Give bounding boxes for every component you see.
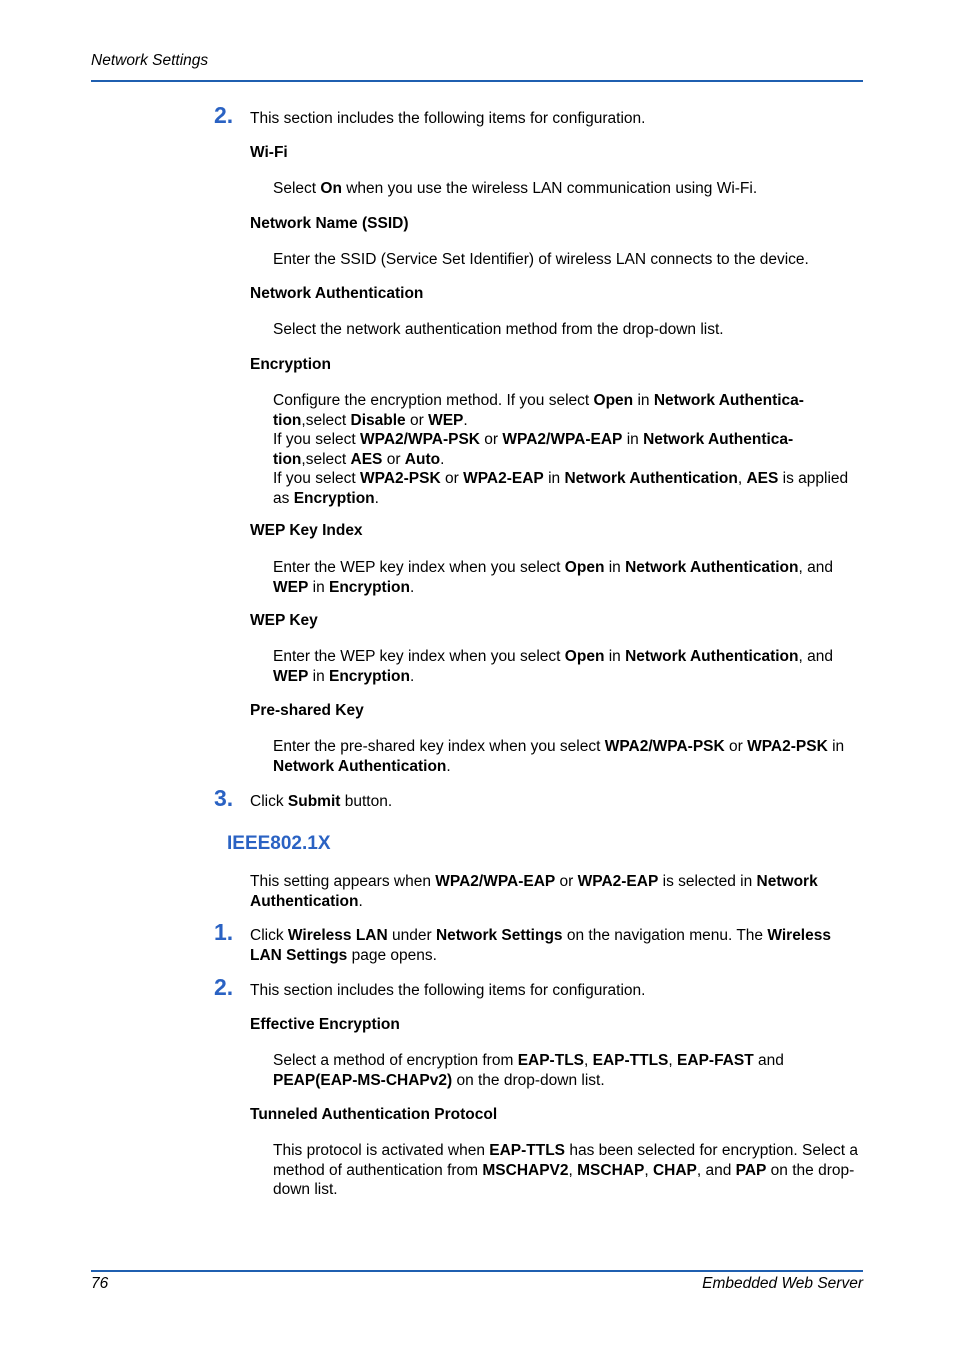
bold-term: WPA2-PSK: [360, 470, 441, 487]
section-intro: This setting appears when WPA2/WPA-EAP or WPA2-EAP is selected in Network Authentication.: [250, 873, 818, 910]
bold-term: Encryption: [329, 667, 410, 685]
bold-term: WPA2-EAP: [463, 470, 544, 487]
item-desc-wep-key: Enter the WEP key index when you select Open in Network Authentication, and WEP in Encryption.: [273, 648, 833, 685]
bold-term: WPA2-EAP: [577, 873, 659, 890]
bold-term: Encryption: [329, 578, 410, 596]
step-number: 3.: [214, 785, 234, 811]
item-desc-effective-encryption: Select a method of encryption from EAP-TLS, EAP-TTLS, EAP-FAST and PEAP(EAP-MS-CHAPv2) on the drop-down list.: [273, 1052, 784, 1089]
step-number: 2.: [214, 974, 234, 1000]
item-desc-encryption: Configure the encryption method. If you select Open in Network Authentica-tion,select Disable or WEP. If you select WPA2/WPA-PSK or WPA2/WPA-EAP in Network Authentica-tion,select AES or Auto. If you select WPA2-PSK or WPA2-EAP in Network Authentication, AES is applied as Encryption.: [273, 392, 849, 507]
bold-term: Disable: [350, 411, 406, 429]
bold-term: Wireless LAN: [287, 927, 388, 944]
item-heading-wep-key-index: WEP Key Index: [250, 522, 363, 539]
bold-term: EAP-TLS: [517, 1052, 584, 1069]
page-number: 76: [91, 1275, 109, 1292]
bold-term: Submit: [287, 793, 341, 810]
bold-term: Auto: [404, 450, 441, 468]
footer-rule: [91, 1270, 863, 1272]
bold-term: Network Authentication: [625, 559, 799, 576]
bold-term: WEP: [273, 667, 309, 685]
bold-term: WPA2/WPA-PSK: [360, 431, 480, 448]
footer-doc-title: Embedded Web Server: [702, 1275, 863, 1292]
item-desc-wifi: Select On when you use the wireless LAN communication using Wi-Fi.: [273, 180, 758, 197]
bold-term: EAP-TTLS: [592, 1052, 669, 1069]
item-heading-pre-shared-key: Pre-shared Key: [250, 702, 364, 719]
item-heading-effective-encryption: Effective Encryption: [250, 1016, 400, 1033]
bold-term: WEP: [428, 411, 464, 429]
running-header: Network Settings: [91, 52, 209, 69]
item-desc-pre-shared-key: Enter the pre-shared key index when you select WPA2/WPA-PSK or WPA2-PSK in Network Authentication.: [273, 738, 845, 775]
bold-term: Network Authentication: [564, 470, 738, 487]
step-number: 1.: [214, 919, 234, 945]
bold-term: AES: [746, 470, 779, 487]
bold-term: WPA2/WPA-EAP: [502, 431, 623, 448]
bold-term: PAP: [735, 1161, 767, 1179]
step-text: This section includes the following items for configuration.: [250, 110, 646, 127]
step-text: Click Submit button.: [250, 793, 393, 810]
item-heading-tunneled-auth: Tunneled Authentication Protocol: [250, 1106, 498, 1123]
bold-term: WPA2/WPA-PSK: [604, 738, 725, 755]
bold-term: WPA2/WPA-EAP: [435, 873, 556, 890]
bold-term: PEAP(EAP-MS-CHAPv2): [273, 1071, 453, 1089]
bold-term: Open: [564, 648, 605, 665]
item-heading-network-auth: Network Authentication: [250, 285, 424, 302]
bold-term: Network Authentication: [273, 757, 447, 775]
bold-term: WPA2-PSK: [747, 738, 828, 755]
item-heading-wep-key: WEP Key: [250, 612, 318, 629]
step-text: This section includes the following items for configuration.: [250, 982, 646, 999]
bold-term: EAP-FAST: [677, 1052, 754, 1069]
bold-term: Open: [564, 559, 605, 576]
item-desc-network-auth: Select the network authentication method from the drop-down list.: [273, 321, 724, 338]
bold-term: Network Authentication: [625, 648, 799, 665]
bold-term: Network Authentica-tion: [273, 392, 804, 429]
item-desc-ssid: Enter the SSID (Service Set Identifier) of wireless LAN connects to the device.: [273, 251, 809, 268]
section-heading: IEEE802.1X: [227, 833, 331, 854]
bold-term: Network Settings: [435, 927, 563, 944]
bold-term: EAP-TTLS: [489, 1142, 566, 1159]
header-rule: [91, 80, 863, 82]
bold-term: Encryption: [293, 489, 375, 507]
item-heading-encryption: Encryption: [250, 356, 331, 373]
bold-term: AES: [350, 450, 383, 468]
step-number: 2.: [214, 102, 234, 128]
bold-term: Wireless LAN Settings: [250, 927, 831, 964]
bold-term: MSCHAPV2: [482, 1161, 569, 1179]
bold-term: Network Authentication: [250, 873, 818, 910]
bold-term: Open: [593, 392, 634, 409]
bold-term: WEP: [273, 578, 309, 596]
bold-term: Network Authentica-tion: [273, 431, 794, 468]
item-desc-tunneled-auth: This protocol is activated when EAP-TTLS has been selected for encryption. Select a method of authentication from MSCHAPV2, MSCHAP, CHAP, and PAP on the drop-down list.: [273, 1142, 858, 1198]
bold-term: On: [320, 180, 342, 197]
item-desc-wep-key-index: Enter the WEP key index when you select Open in Network Authentication, and WEP in Encryption.: [273, 559, 833, 596]
item-heading-wifi: Wi-Fi: [250, 144, 288, 161]
step-text: Click Wireless LAN under Network Settings on the navigation menu. The Wireless LAN Settings page opens.: [250, 927, 831, 964]
item-heading-ssid: Network Name (SSID): [250, 215, 409, 232]
bold-term: MSCHAP: [577, 1161, 645, 1179]
bold-term: CHAP: [652, 1161, 697, 1179]
